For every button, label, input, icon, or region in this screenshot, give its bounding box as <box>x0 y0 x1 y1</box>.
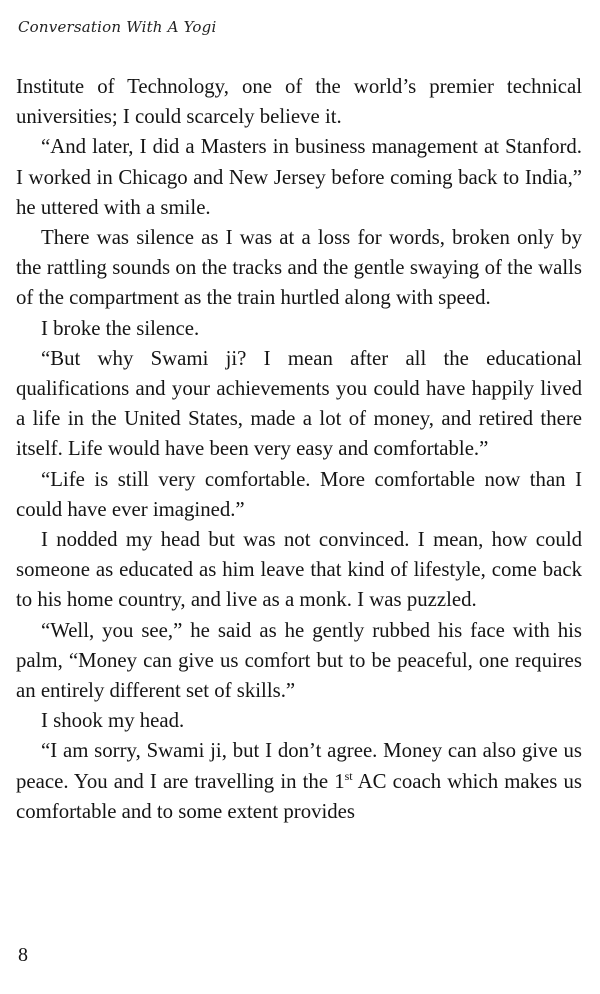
paragraph: “But why Swami ji? I mean after all the educational qualifications and your achievements you could have happily lived a life in the United States, made a lot of money, and retired there itself. Life would have been very easy and comfortable.” <box>16 346 582 461</box>
page-number: 8 <box>18 944 28 966</box>
running-head: Conversation With A Yogi <box>18 18 217 36</box>
paragraph: I shook my head. <box>41 709 185 733</box>
paragraph: “And later, I did a Masters in business management at Stanford. I worked in Chicago and New Jersey before coming back to India,” he uttered with a smile. <box>16 135 582 219</box>
paragraph: “Life is still very comfortable. More comfortable now than I could have ever imagined.” <box>16 467 582 521</box>
paragraph-continuation: Institute of Technology, one of the world’s premier technical universities; I could scarcely believe it. <box>16 75 582 129</box>
paragraph: I broke the silence. <box>41 316 200 340</box>
paragraph: There was silence as I was at a loss for words, broken only by the rattling sounds on the tracks and the gentle swaying of the walls of the compartment as the train hurtled along with speed. <box>16 226 582 310</box>
ordinal-superscript: st <box>344 768 353 783</box>
last-paragraph-text: “I am sorry, Swami ji, but I don’t agree. Money can also give us peace. You and I are travelling in the 1 <box>16 739 582 793</box>
paragraph-last <box>16 736 582 827</box>
paragraph: I nodded my head but was not convinced. I mean, how could someone as educated as him leave that kind of lifestyle, come back to his home country, and live as a monk. I was puzzled. <box>16 528 582 612</box>
last-paragraph-text-cont: AC coach which makes us comfortable and to some extent provides <box>16 769 582 823</box>
body-text <box>16 72 582 827</box>
paragraph: “Well, you see,” he said as he gently rubbed his face with his palm, “Money can give us comfort but to be peaceful, one requires an entirely different set of skills.” <box>16 618 582 703</box>
